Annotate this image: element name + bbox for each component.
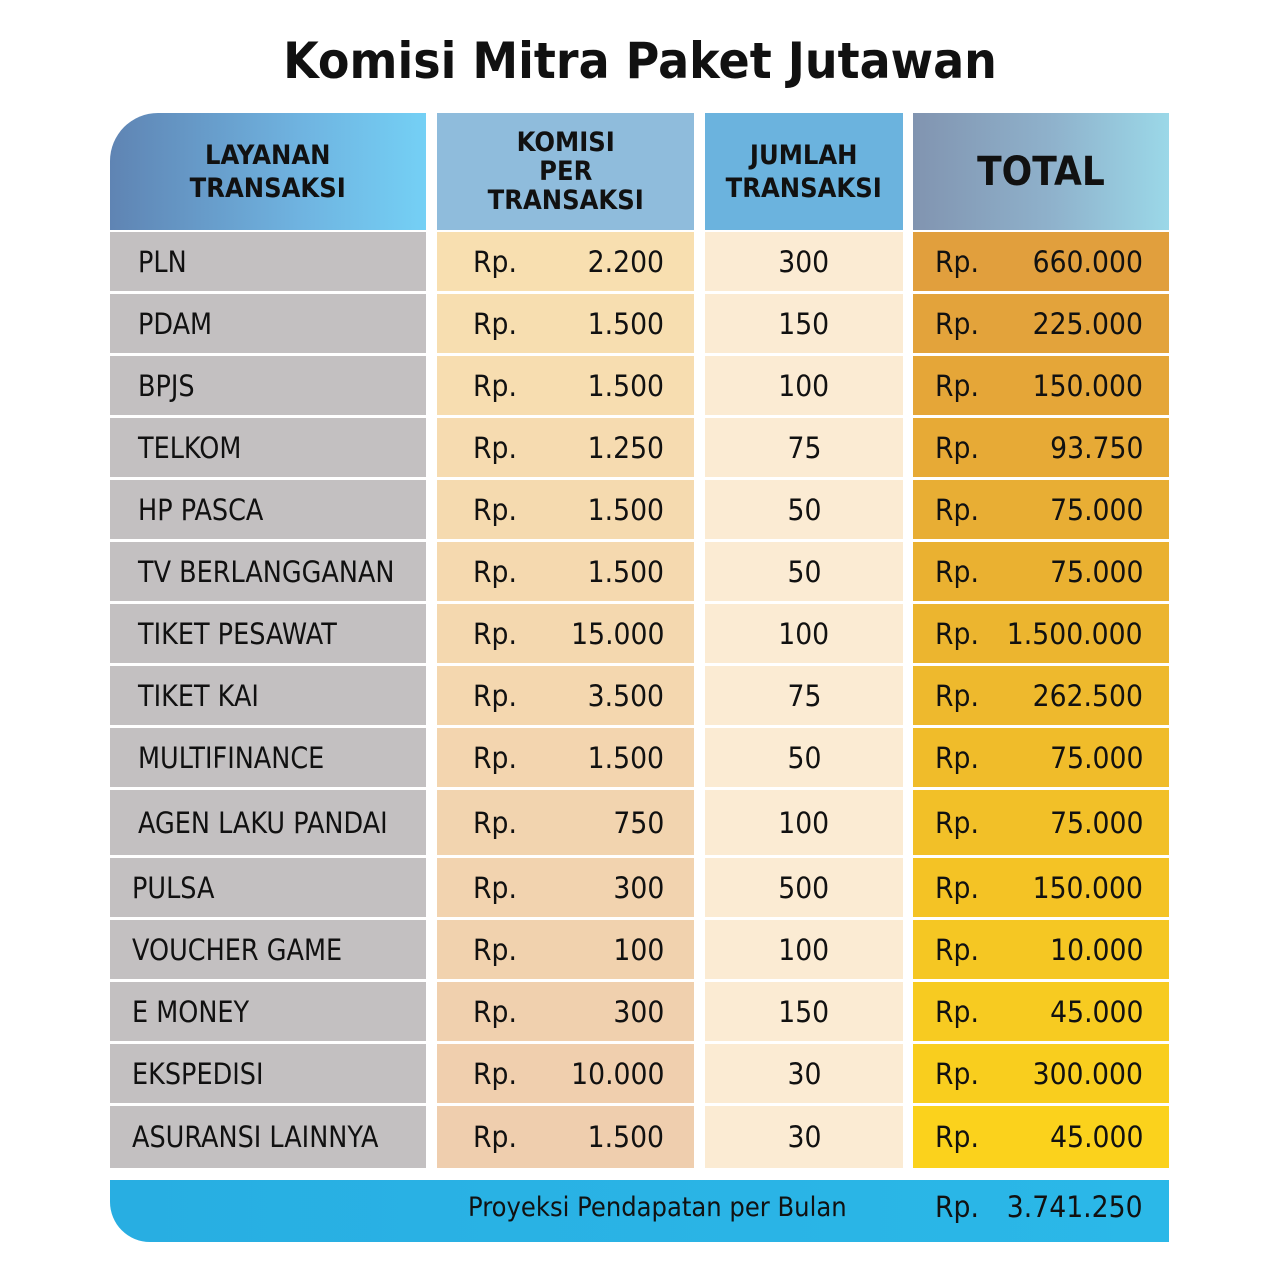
table-row xyxy=(0,232,1280,291)
cell-total xyxy=(913,294,1169,353)
table-row xyxy=(0,418,1280,477)
cell-commission xyxy=(437,356,694,415)
header-total xyxy=(913,113,1169,230)
total-currency: Rp. xyxy=(935,554,979,589)
total-currency: Rp. xyxy=(935,994,979,1029)
total-currency: Rp. xyxy=(935,368,979,403)
footer-total-value: 3.741.250 xyxy=(1007,1190,1143,1224)
cell-service xyxy=(110,666,426,725)
cell-service xyxy=(110,728,426,787)
cell-total xyxy=(913,858,1169,917)
table-row xyxy=(0,920,1280,979)
cell-commission xyxy=(437,232,694,291)
cell-count xyxy=(705,1106,903,1168)
cell-count xyxy=(705,232,903,291)
total-value: 93.750 xyxy=(1049,430,1143,465)
commission-value: 1.250 xyxy=(587,430,664,465)
total-currency: Rp. xyxy=(935,1120,979,1154)
total-currency: Rp. xyxy=(935,492,979,527)
count-value: 300 xyxy=(778,244,830,279)
cell-commission xyxy=(437,728,694,787)
total-value: 262.500 xyxy=(1032,678,1143,713)
cell-total xyxy=(913,1106,1169,1168)
count-value: 50 xyxy=(787,492,821,527)
count-value: 150 xyxy=(778,994,830,1029)
commission-currency: Rp. xyxy=(473,870,517,905)
commission-value: 1.500 xyxy=(587,740,664,775)
cell-service xyxy=(110,480,426,539)
service-name: TIKET KAI xyxy=(138,678,259,713)
cell-count xyxy=(705,1044,903,1103)
header-count-line-2: TRANSAKSI xyxy=(725,172,883,204)
commission-currency: Rp. xyxy=(473,994,517,1029)
cell-total xyxy=(913,480,1169,539)
cell-service xyxy=(110,858,426,917)
cell-commission xyxy=(437,982,694,1041)
service-name: VOUCHER GAME xyxy=(132,932,343,967)
commission-currency: Rp. xyxy=(473,616,517,651)
total-currency: Rp. xyxy=(935,244,979,279)
cell-service xyxy=(110,790,426,855)
service-name: MULTIFINANCE xyxy=(138,740,325,775)
commission-value: 750 xyxy=(613,805,664,840)
table-row xyxy=(0,294,1280,353)
cell-count xyxy=(705,728,903,787)
total-currency: Rp. xyxy=(935,805,979,840)
total-value: 75.000 xyxy=(1049,492,1143,527)
service-name: HP PASCA xyxy=(138,492,264,527)
cell-total xyxy=(913,728,1169,787)
table-row xyxy=(0,982,1280,1041)
table-row xyxy=(0,604,1280,663)
cell-total xyxy=(913,232,1169,291)
commission-currency: Rp. xyxy=(473,244,517,279)
header-service xyxy=(110,113,426,230)
count-value: 500 xyxy=(778,870,830,905)
cell-service xyxy=(110,1044,426,1103)
commission-value: 15.000 xyxy=(570,616,664,651)
table-row xyxy=(0,356,1280,415)
count-value: 50 xyxy=(787,554,821,589)
cell-commission xyxy=(437,418,694,477)
cell-total xyxy=(913,542,1169,601)
commission-currency: Rp. xyxy=(473,1056,517,1091)
commission-currency: Rp. xyxy=(473,1120,517,1154)
cell-service xyxy=(110,982,426,1041)
count-value: 100 xyxy=(778,616,830,651)
total-currency: Rp. xyxy=(935,870,979,905)
table-row xyxy=(0,728,1280,787)
cell-count xyxy=(705,294,903,353)
cell-commission xyxy=(437,666,694,725)
cell-count xyxy=(705,542,903,601)
cell-commission xyxy=(437,604,694,663)
count-value: 75 xyxy=(787,678,821,713)
service-name: TIKET PESAWAT xyxy=(138,616,337,651)
total-currency: Rp. xyxy=(935,616,979,651)
service-name: BPJS xyxy=(138,368,195,403)
count-value: 50 xyxy=(787,740,821,775)
commission-value: 300 xyxy=(613,994,664,1029)
total-value: 45.000 xyxy=(1049,994,1143,1029)
total-value: 75.000 xyxy=(1049,554,1143,589)
cell-count xyxy=(705,356,903,415)
cell-count xyxy=(705,858,903,917)
header-service-line-1: LAYANAN xyxy=(205,139,331,171)
service-name: ASURANSI LAINNYA xyxy=(132,1120,379,1154)
cell-count xyxy=(705,920,903,979)
header-commission-line-3: TRANSAKSI xyxy=(487,185,644,216)
cell-service xyxy=(110,418,426,477)
commission-currency: Rp. xyxy=(473,805,517,840)
cell-service xyxy=(110,232,426,291)
count-value: 30 xyxy=(787,1056,821,1091)
cell-total xyxy=(913,920,1169,979)
cell-count xyxy=(705,982,903,1041)
service-name: TV BERLANGGANAN xyxy=(138,554,395,589)
footer-label: Proyeksi Pendapatan per Bulan xyxy=(468,1192,847,1223)
commission-currency: Rp. xyxy=(473,430,517,465)
commission-value: 100 xyxy=(613,932,664,967)
page-title: Komisi Mitra Paket Jutawan xyxy=(283,32,997,90)
total-currency: Rp. xyxy=(935,932,979,967)
cell-commission xyxy=(437,480,694,539)
header-count xyxy=(705,113,903,230)
total-value: 300.000 xyxy=(1032,1056,1143,1091)
cell-count xyxy=(705,790,903,855)
total-currency: Rp. xyxy=(935,430,979,465)
table-row xyxy=(0,480,1280,539)
service-name: PLN xyxy=(138,244,187,279)
commission-currency: Rp. xyxy=(473,740,517,775)
commission-value: 2.200 xyxy=(587,244,664,279)
cell-service xyxy=(110,542,426,601)
service-name: PULSA xyxy=(132,870,215,905)
count-value: 100 xyxy=(778,805,830,840)
count-value: 100 xyxy=(778,932,830,967)
count-value: 150 xyxy=(778,306,830,341)
total-currency: Rp. xyxy=(935,306,979,341)
cell-service xyxy=(110,604,426,663)
footer-projection xyxy=(110,1180,1169,1242)
cell-count xyxy=(705,480,903,539)
commission-value: 1.500 xyxy=(587,1120,664,1154)
cell-total xyxy=(913,666,1169,725)
total-value: 225.000 xyxy=(1032,306,1143,341)
table-row xyxy=(0,858,1280,917)
header-service-line-2: TRANSAKSI xyxy=(189,172,347,204)
commission-currency: Rp. xyxy=(473,554,517,589)
cell-commission xyxy=(437,858,694,917)
count-value: 100 xyxy=(778,368,830,403)
cell-commission xyxy=(437,1106,694,1168)
cell-total xyxy=(913,604,1169,663)
commission-currency: Rp. xyxy=(473,678,517,713)
table-row xyxy=(0,542,1280,601)
cell-service xyxy=(110,1106,426,1168)
table-row xyxy=(0,1044,1280,1103)
total-value: 75.000 xyxy=(1049,805,1143,840)
commission-value: 1.500 xyxy=(587,368,664,403)
service-name: TELKOM xyxy=(138,430,242,465)
commission-value: 1.500 xyxy=(587,554,664,589)
total-value: 1.500.000 xyxy=(1007,616,1143,651)
total-value: 660.000 xyxy=(1032,244,1143,279)
cell-count xyxy=(705,604,903,663)
cell-commission xyxy=(437,294,694,353)
service-name: EKSPEDISI xyxy=(132,1056,264,1091)
table-row xyxy=(0,666,1280,725)
table-row xyxy=(0,790,1280,855)
table-row xyxy=(0,1106,1280,1168)
service-name: E MONEY xyxy=(132,994,250,1029)
cell-count xyxy=(705,666,903,725)
cell-service xyxy=(110,356,426,415)
cell-commission xyxy=(437,920,694,979)
cell-count xyxy=(705,418,903,477)
cell-commission xyxy=(437,1044,694,1103)
commission-currency: Rp. xyxy=(473,306,517,341)
total-currency: Rp. xyxy=(935,740,979,775)
commission-value: 3.500 xyxy=(587,678,664,713)
commission-currency: Rp. xyxy=(473,492,517,527)
total-value: 150.000 xyxy=(1032,870,1143,905)
header-commission-line-1: KOMISI xyxy=(516,127,615,158)
commission-value: 1.500 xyxy=(587,492,664,527)
total-value: 150.000 xyxy=(1032,368,1143,403)
commission-value: 1.500 xyxy=(587,306,664,341)
cell-commission xyxy=(437,790,694,855)
commission-currency: Rp. xyxy=(473,932,517,967)
cell-total xyxy=(913,982,1169,1041)
commission-currency: Rp. xyxy=(473,368,517,403)
total-currency: Rp. xyxy=(935,1056,979,1091)
service-name: PDAM xyxy=(138,306,213,341)
footer-currency: Rp. xyxy=(935,1190,979,1224)
total-value: 75.000 xyxy=(1049,740,1143,775)
cell-total xyxy=(913,356,1169,415)
commission-value: 10.000 xyxy=(570,1056,664,1091)
header-commission-line-2: PER xyxy=(538,156,593,187)
total-value: 10.000 xyxy=(1049,932,1143,967)
header-total-label: TOTAL xyxy=(977,148,1105,195)
header-commission xyxy=(437,113,694,230)
total-value: 45.000 xyxy=(1049,1120,1143,1154)
cell-total xyxy=(913,790,1169,855)
header-count-line-1: JUMLAH xyxy=(750,139,858,171)
service-name: AGEN LAKU PANDAI xyxy=(138,805,388,840)
cell-total xyxy=(913,418,1169,477)
count-value: 75 xyxy=(787,430,821,465)
cell-service xyxy=(110,294,426,353)
cell-total xyxy=(913,1044,1169,1103)
cell-commission xyxy=(437,542,694,601)
total-currency: Rp. xyxy=(935,678,979,713)
count-value: 30 xyxy=(787,1120,821,1154)
cell-service xyxy=(110,920,426,979)
commission-value: 300 xyxy=(613,870,664,905)
